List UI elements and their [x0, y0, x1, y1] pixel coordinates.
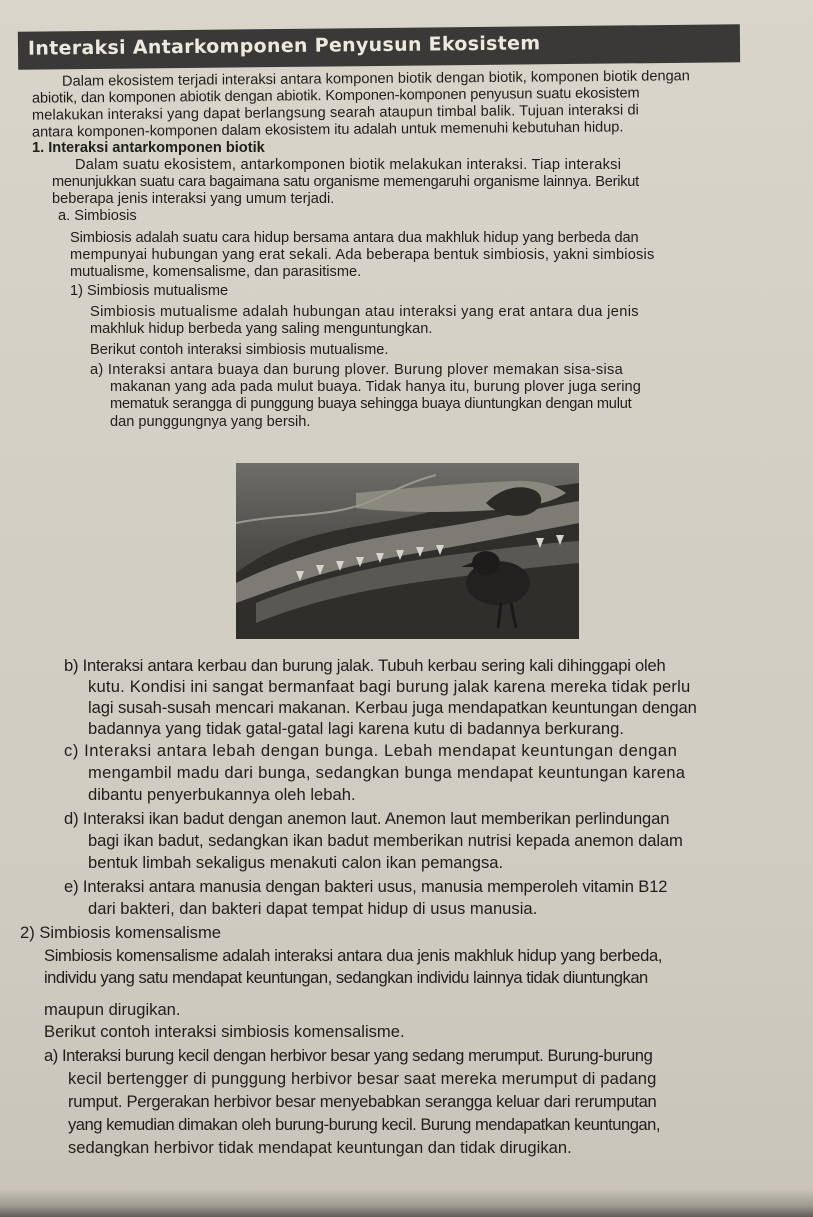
crocodile-plover-photo [236, 463, 579, 639]
subsection-text-line: mempunyai hubungan yang erat sekali. Ada beberapa bentuk simbiosis, yakni simbiosis [70, 247, 655, 263]
page-bottom-edge [0, 1189, 813, 1217]
section-title-banner [18, 24, 740, 70]
commensalism-text-line: individu yang satu mendapat keuntungan, sedangkan individu lainnya tidak diuntungkan [44, 968, 648, 987]
subsection-text-line: mutualisme, komensalisme, dan parasitisme. [70, 264, 362, 280]
commensalism-text-line: Simbiosis komensalisme adalah interaksi antara dua jenis makhluk hidup yang berbeda, [44, 946, 663, 965]
example-line: badannya yang tidak gatal-gatal lagi karena kutu di badannya berkurang. [88, 719, 624, 738]
subsection-text-line: Simbiosis adalah suatu cara hidup bersama antara dua makhluk hidup yang berbeda dan [70, 230, 639, 246]
example-line: bagi ikan badut, sedangkan ikan badut memberikan nutrisi kepada anemon dalam [88, 831, 683, 850]
example-line: rumput. Pergerakan herbivor besar menyebabkan serangga keluar dari rerumputan [68, 1092, 657, 1111]
example-line: sedangkan herbivor tidak mendapat keuntungan dan tidak dirugikan. [68, 1138, 572, 1157]
intro-line: melakukan interaksi yang dapat berlangsung searah ataupun timbal balik. Tujuan interaksi di [31, 102, 640, 124]
section-text-line: beberapa jenis interaksi yang umum terjadi. [52, 191, 335, 207]
example-line: mengambil madu dari bunga, sedangkan bunga mendapat keuntungan karena [88, 763, 686, 782]
intro-line: antara komponen-komponen dalam ekosistem itu adalah untuk memenuhi kebutuhan hidup. [31, 119, 624, 141]
example-line: kutu. Kondisi ini sangat bermanfaat bagi burung jalak karena mereka tidak perlu [88, 677, 691, 696]
example-line: e) Interaksi antara manusia dengan bakteri usus, manusia memperoleh vitamin B12 [64, 877, 668, 896]
intro-line: Dalam ekosistem terjadi interaksi antara komponen biotik dengan biotik, komponen biotik dengan [61, 68, 690, 90]
example-line: b) Interaksi antara kerbau dan burung jalak. Tubuh kerbau sering kali dihinggapi oleh [64, 656, 666, 675]
example-line: yang kemudian dimakan oleh burung-burung kecil. Burung mendapatkan keuntungan, [68, 1115, 660, 1134]
example-line: bentuk limbah sekaligus menakuti calon ikan pemangsa. [88, 853, 504, 872]
example-line: kecil bertengger di punggung herbivor besar saat mereka merumput di padang [68, 1069, 657, 1088]
example-line: dibantu penyerbukannya oleh lebah. [88, 785, 356, 804]
commensalism-text-line: maupun dirugikan. [44, 1000, 181, 1019]
example-line: lagi susah-susah mencari makanan. Kerbau juga mendapatkan keuntungan dengan [88, 698, 697, 717]
example-line: makanan yang ada pada mulut buaya. Tidak hanya itu, burung plover juga sering [110, 379, 641, 395]
example-line: c) Interaksi antara lebah dengan bunga. Lebah mendapat keuntungan dengan [64, 741, 678, 760]
mutualism-text-line: Berikut contoh interaksi simbiosis mutualisme. [90, 342, 389, 358]
section-title: Interaksi Antarkomponen Penyusun Ekosistem [27, 32, 541, 60]
commensalism-heading: 2) Simbiosis komensalisme [20, 923, 222, 942]
example-line: dan punggungnya yang bersih. [110, 414, 311, 430]
commensalism-text-line: Berikut contoh interaksi simbiosis komensalisme. [44, 1022, 405, 1041]
section-text-line: Dalam suatu ekosistem, antarkomponen biotik melakukan interaksi. Tiap interaksi [75, 157, 622, 173]
example-line: dari bakteri, dan bakteri dapat tempat hidup di usus manusia. [88, 899, 538, 918]
intro-line: abiotik, dan komponen abiotik dengan abiotik. Komponen-komponen penyusun suatu ekosistem [31, 85, 640, 107]
mutualism-heading: 1) Simbiosis mutualisme [70, 283, 229, 299]
example-line: mematuk serangga di punggung buaya sehingga buaya diuntungkan dengan mulut [110, 396, 632, 412]
example-line: a) Interaksi burung kecil dengan herbivor besar yang sedang merumput. Burung-burung [44, 1046, 653, 1065]
example-line: a) Interaksi antara buaya dan burung plover. Burung plover memakan sisa-sisa [90, 362, 624, 378]
mutualism-text-line: makhluk hidup berbeda yang saling menguntungkan. [90, 321, 433, 337]
example-line: d) Interaksi ikan badut dengan anemon laut. Anemon laut memberikan perlindungan [64, 809, 670, 828]
section-text-line: menunjukkan suatu cara bagaimana satu organisme memengaruhi organisme lainnya. Berikut [52, 174, 639, 190]
mutualism-text-line: Simbiosis mutualisme adalah hubungan atau interaksi yang erat antara dua jenis [90, 304, 639, 320]
subsection-heading: a. Simbiosis [58, 208, 137, 224]
section-heading: 1. Interaksi antarkomponen biotik [32, 140, 265, 156]
